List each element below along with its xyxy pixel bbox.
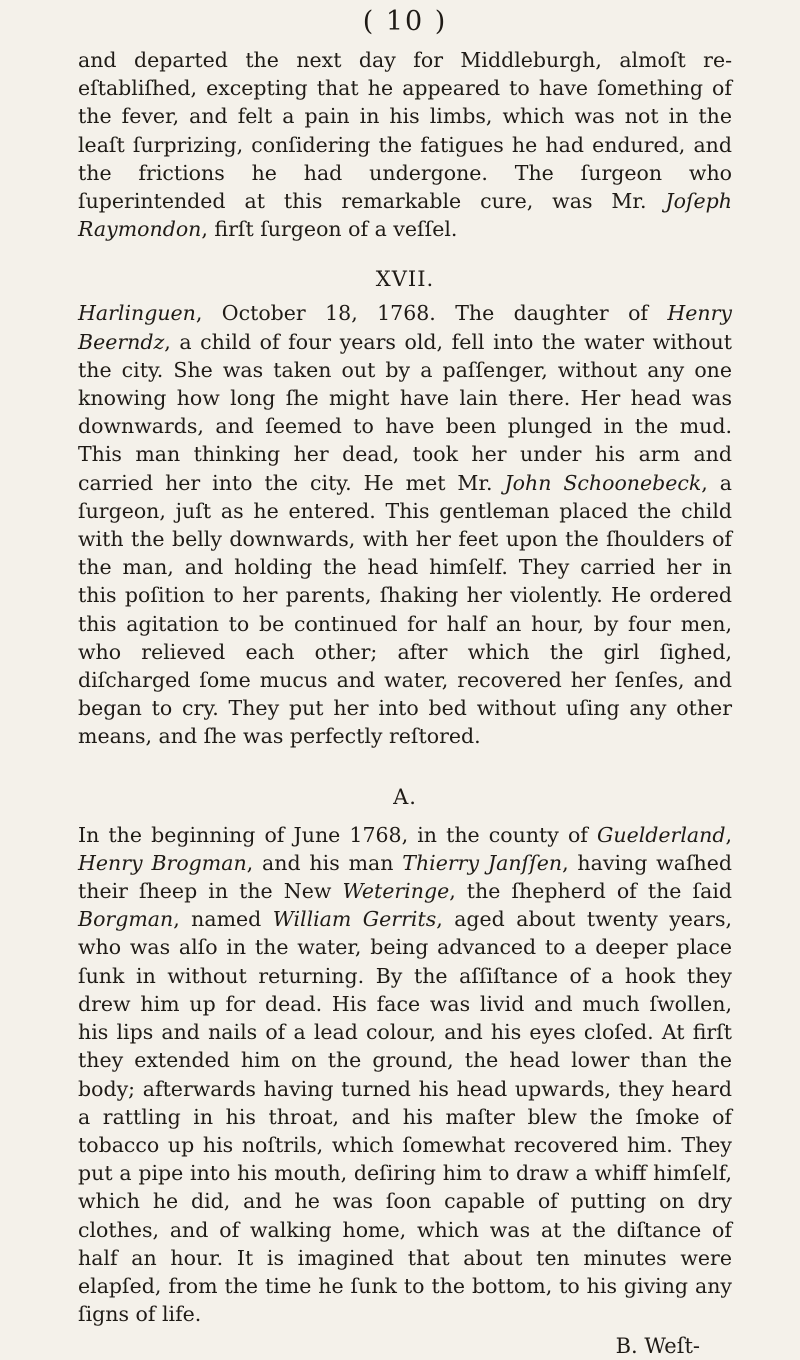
text-run: , named	[173, 907, 273, 932]
text-run: , a ſurgeon, juſt as he entered. This gentleman placed the child with the belly downwards, with her feet upon the ſhoulders of the man, and holding the head himſelf. They carried her in this poſition to her parents, ſhaking her violently. He ordered this agitation to be continued for half an hour, by four men, who relieved each other; after which the girl ſighed, diſcharged ſome mucus and water, recovered her ſenſes, and began to cry. They put her into bed without uſing any other means, and ſhe was perfectly reſtored.	[78, 470, 732, 749]
paragraph-2	[78, 299, 732, 750]
text-run: ,	[725, 822, 732, 847]
text-run: , and his man	[246, 850, 403, 875]
page-number: ( 10 )	[362, 6, 448, 37]
text-run: , having waſhed their ſheep in the New	[78, 850, 732, 904]
text-run: , a child of four years old, fell into the water without the city. She was taken out by a paſſenger, without any one knowing how long ſhe might have lain there. Her head was downwards, and ſeemed to have been plunged in the mud. This man thinking her dead, took her under his arm and carried her into the city. He met Mr.	[78, 329, 732, 495]
italic-run: John Schoonebeck	[504, 470, 702, 495]
italic-run: Guelderland	[597, 822, 726, 847]
text-run: and departed the next day for Middleburgh, almoſt re-eſtabliſhed, excepting that he appeared to have ſomething of the fever, and felt a pain in his limbs, which was not in the leaſt ſurprizing, conſidering the fatigues he had endured, and the frictions he had undergone. The ſurgeon who ſuperintended at this remarkable cure, was Mr.	[78, 48, 732, 214]
paragraph-3	[78, 821, 732, 1329]
italic-run: Henry Beerndz	[78, 301, 732, 354]
italic-run: Henry Brogman	[78, 850, 247, 875]
section-heading-xvii: XVII.	[375, 267, 435, 292]
text-run: , aged about twenty years, who was alſo in the water, being advanced to a deeper place ſunk in without returning. By the aſſiſtance of a hook they drew him up for dead. His face was livid and much ſwollen, his lips and nails of a lead colour, and his eyes cloſed. At firſt they extended him on the ground, the head lower than the body; afterwards having turned his head upwards, they heard a rattling in his throat, and his maſter blew the ſmoke of tobacco up his noſtrils, which ſomewhat recovered him. They put a pipe into his mouth, deſiring him to draw a whiff himſelf, which he did, and he was ſoon capable of putting on dry clothes, and of walking home, which was at the diſtance of half an hour. It is imagined that about ten minutes were elapſed, from the time he ſunk to the bottom, to his giving any ſigns of life.	[78, 907, 732, 1327]
italic-run: William Gerrits	[272, 907, 437, 932]
italic-run: Harlinguen	[78, 301, 196, 326]
italic-run: Weteringe	[342, 879, 450, 904]
italic-run: Borgman	[78, 907, 174, 932]
italic-run: Joſeph Raymondon	[78, 189, 732, 242]
text-run: , the ſhepherd of the ſaid	[449, 879, 733, 904]
text-run: In the beginning of June 1768, in the county of	[78, 822, 598, 847]
text-run: , October 18, 1768. The daughter of	[195, 301, 668, 326]
catchword: B. Weſt-	[615, 1334, 700, 1359]
italic-run: Thierry Janſſen	[402, 850, 563, 875]
paragraph-1	[78, 46, 732, 243]
section-heading-a: A.	[393, 784, 417, 809]
text-run: , firſt ſurgeon of a veſſel.	[201, 217, 458, 242]
